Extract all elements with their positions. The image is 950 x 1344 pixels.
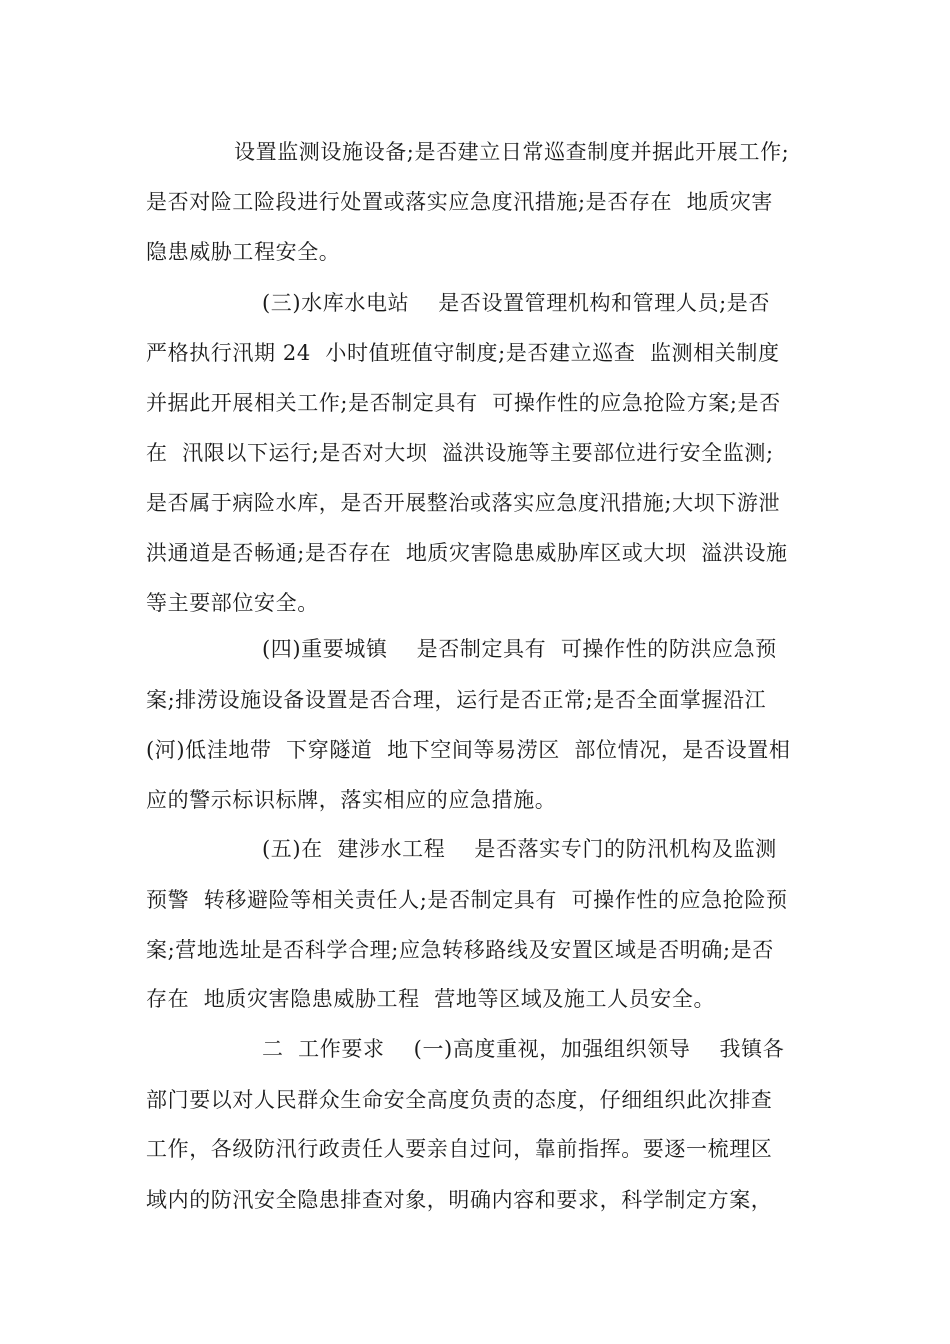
text-line: 部门要以对人民群众生命安全高度负责的态度，仔细组织此次排查 — [146, 1088, 773, 1112]
text-line: (河)低洼地带 下穿隧道 地下空间等易涝区 部位情况，是否设置相 — [146, 738, 791, 762]
section-heading-construction: (五)在 建涉水工程 是否落实专门的防汛机构及监测 — [262, 837, 777, 861]
text-line: 在 汛限以下运行;是否对大坝 溢洪设施等主要部位进行安全监测; — [146, 441, 774, 465]
section-heading-towns: (四)重要城镇 是否制定具有 可操作性的防洪应急预 — [262, 637, 777, 661]
text-line: 案;营地选址是否科学合理;应急转移路线及安置区域是否明确;是否 — [146, 938, 774, 962]
text-line: 应的警示标识标牌，落实相应的应急措施。 — [146, 788, 557, 812]
section-heading-requirements: 二 工作要求 (一)高度重视，加强组织领导 我镇各 — [262, 1037, 785, 1061]
text-line: 域内的防汛安全隐患排查对象，明确内容和要求，科学制定方案， — [146, 1188, 773, 1212]
text-line: 存在 地质灾害隐患威胁工程 营地等区域及施工人员安全。 — [146, 987, 716, 1011]
text-line: 是否属于病险水库，是否开展整治或落实应急度汛措施;大坝下游泄 — [146, 491, 781, 515]
text-line: 预警 转移避险等相关责任人;是否制定具有 可操作性的应急抢险预 — [146, 888, 788, 912]
text-line: 隐患威胁工程安全。 — [146, 240, 341, 264]
text-line: 洪通道是否畅通;是否存在 地质灾害隐患威胁库区或大坝 溢洪设施 — [146, 541, 788, 565]
text-line: 工作，各级防汛行政责任人要亲自过问，靠前指挥。要逐一梳理区 — [146, 1137, 773, 1161]
section-heading-reservoir: (三)水库水电站 是否设置管理机构和管理人员;是否 — [262, 291, 770, 315]
text-line: 严格执行汛期 24 小时值班值守制度;是否建立巡查 监测相关制度 — [146, 341, 780, 365]
text-line: 案;排涝设施设备设置是否合理，运行是否正常;是否全面掌握沿江 — [146, 688, 767, 712]
text-line: 是否对险工险段进行处置或落实应急度汛措施;是否存在 地质灾害 — [146, 190, 774, 214]
text-line: 等主要部位安全。 — [146, 591, 319, 615]
text-line: 并据此开展相关工作;是否制定具有 可操作性的应急抢险方案;是否 — [146, 391, 781, 415]
text-line: 设置监测设施设备;是否建立日常巡查制度并据此开展工作; — [234, 140, 790, 164]
